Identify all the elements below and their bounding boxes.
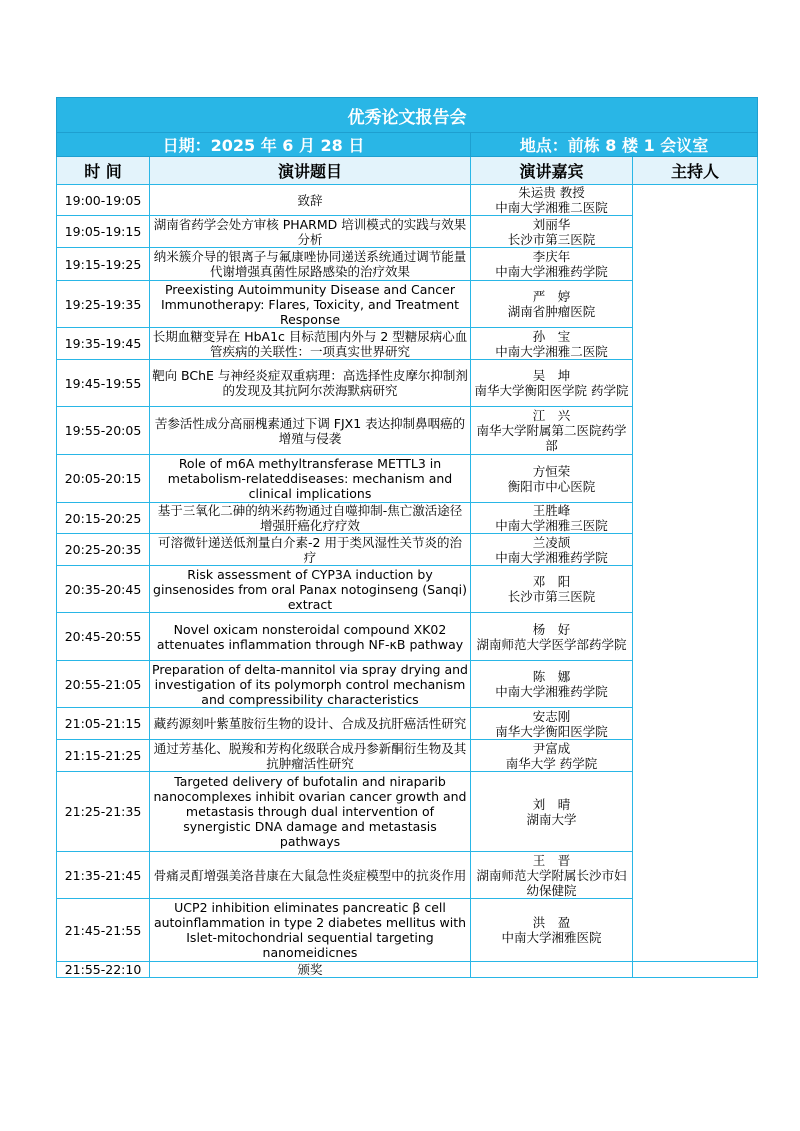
speaker-name: 安志刚	[532, 708, 571, 724]
topic-cell: 基于三氧化二砷的纳米药物通过自噬抑制-焦亡激活途径增强肝癌化疗疗效	[150, 503, 471, 534]
location-info: 地点：前栋 8 楼 1 会议室	[471, 133, 758, 157]
time-cell: 21:45-21:55	[57, 899, 150, 962]
speaker-name: 孙 宝	[532, 328, 571, 344]
topic-cell: 藏药源刻叶紫堇胺衍生物的设计、合成及抗肝癌活性研究	[150, 708, 471, 740]
speaker-name: 朱运贵 教授	[518, 185, 585, 200]
time-cell: 20:55-21:05	[57, 661, 150, 708]
speaker-affiliation: 湖南省肿瘤医院	[507, 304, 596, 319]
topic-cell: 骨痛灵酊增强美洛昔康在大鼠急性炎症模型中的抗炎作用	[150, 852, 471, 899]
time-cell: 19:35-19:45	[57, 328, 150, 360]
topic-cell: Role of m6A methyltransferase METTL3 in metabolism-relateddiseases: mechanism and clinical implications	[150, 455, 471, 503]
header-row	[57, 157, 758, 185]
speaker-affiliation: 中南大学湘雅三医院	[495, 518, 608, 533]
speaker-affiliation: 南华大学 药学院	[505, 755, 598, 771]
speaker-cell	[471, 962, 633, 978]
speaker-name: 刘 晴	[532, 796, 571, 812]
time-cell: 21:35-21:45	[57, 852, 150, 899]
speaker-name: 刘丽华	[532, 216, 571, 232]
topic-cell: Preparation of delta-mannitol via spray drying and investigation of its polymorph control mechanism and compressibility characteristics	[150, 661, 471, 708]
topic-cell: 苦参活性成分高丽槐素通过下调 FJX1 表达抑制鼻咽癌的增殖与侵袭	[150, 407, 471, 455]
topic-cell: Novel oxicam nonsteroidal compound XK02 attenuates inflammation through NF-κB pathway	[150, 613, 471, 661]
topic-cell: UCP2 inhibition eliminates pancreatic β cell autoinflammation in type 2 diabetes mellitus with Islet-mitochondrial sequential targeting nanomeidicnes	[150, 899, 471, 962]
time-cell: 20:15-20:25	[57, 503, 150, 534]
speaker-cell	[471, 455, 633, 503]
speaker-cell	[471, 708, 633, 740]
schedule-title: 优秀论文报告会	[57, 98, 758, 133]
speaker-name: 方恒荣	[532, 463, 571, 479]
topic-cell: Preexisting Autoimmunity Disease and Cancer Immunotherapy: Flares, Toxicity, and Treatment Response	[150, 281, 471, 328]
speaker-cell	[471, 360, 633, 407]
speaker-affiliation: 中南大学湘雅药学院	[495, 549, 608, 565]
speaker-name: 吴 坤	[532, 368, 571, 383]
speaker-cell	[471, 534, 633, 566]
speaker-name: 尹富成	[532, 740, 571, 756]
table-row	[57, 185, 758, 216]
speaker-cell	[471, 772, 633, 852]
time-cell: 20:05-20:15	[57, 455, 150, 503]
time-cell: 19:05-19:15	[57, 216, 150, 248]
time-cell: 19:55-20:05	[57, 407, 150, 455]
topic-cell: 纳米簇介导的银离子与氟康唑协同递送系统通过调节能量代谢增强真菌性尿路感染的治疗效果	[150, 248, 471, 281]
header-speaker: 演讲嘉宾	[471, 157, 633, 185]
speaker-affiliation: 中南大学湘雅二医院	[495, 343, 608, 359]
time-cell: 19:00-19:05	[57, 185, 150, 216]
time-cell: 19:45-19:55	[57, 360, 150, 407]
topic-cell: 通过芳基化、脱羧和芳构化级联合成丹参新酮衍生物及其抗肿瘤活性研究	[150, 740, 471, 772]
host-cell-empty	[633, 962, 758, 978]
speaker-affiliation: 湖南师范大学附属长沙市妇幼保健院	[476, 867, 627, 898]
speaker-affiliation: 湖南大学	[526, 811, 577, 827]
time-cell: 21:15-21:25	[57, 740, 150, 772]
speaker-cell	[471, 328, 633, 360]
date-info: 日期：2025 年 6 月 28 日	[57, 133, 471, 157]
time-cell: 20:35-20:45	[57, 566, 150, 613]
topic-cell: 湖南省药学会处方审核 PHARMD 培训模式的实践与效果分析	[150, 216, 471, 248]
time-cell: 20:45-20:55	[57, 613, 150, 661]
topic-cell: 长期血糖变异在 HbA1c 目标范围内外与 2 型糖尿病心血管疾病的关联性：一项真实世界研究	[150, 328, 471, 360]
topic-cell: 颁奖	[150, 962, 471, 978]
header-host: 主持人	[633, 157, 758, 185]
speaker-name: 王胜峰	[532, 503, 571, 518]
topic-cell: Risk assessment of CYP3A induction by ginsenosides from oral Panax notoginseng (Sanqi) extract	[150, 566, 471, 613]
speaker-cell	[471, 613, 633, 661]
speaker-affiliation: 中南大学湘雅二医院	[495, 200, 608, 215]
schedule-table	[56, 97, 758, 978]
time-cell: 20:25-20:35	[57, 534, 150, 566]
speaker-cell	[471, 216, 633, 248]
topic-cell: 致辞	[150, 185, 471, 216]
speaker-name: 兰凌颉	[532, 534, 571, 550]
topic-cell: Targeted delivery of bufotalin and niraparib nanocomplexes inhibit ovarian cancer growth and metastasis through dual intervention of synergistic DNA damage and metastasis pathways	[150, 772, 471, 852]
time-cell: 19:25-19:35	[57, 281, 150, 328]
header-topic: 演讲题目	[150, 157, 471, 185]
table-row	[57, 962, 758, 978]
speaker-name: 江 兴	[532, 408, 571, 423]
speaker-name: 王 晋	[532, 852, 571, 868]
speaker-cell	[471, 407, 633, 455]
speaker-name: 李庆年	[532, 249, 571, 264]
speaker-affiliation: 南华大学衡阳医学院 药学院	[474, 383, 629, 398]
time-cell: 21:25-21:35	[57, 772, 150, 852]
speaker-cell	[471, 899, 633, 962]
time-cell: 19:15-19:25	[57, 248, 150, 281]
speaker-affiliation: 湖南师范大学医学部药学院	[476, 636, 627, 652]
schedule-rows	[57, 185, 758, 978]
speaker-name: 杨 好	[532, 621, 571, 637]
speaker-affiliation: 中南大学湘雅药学院	[495, 264, 608, 279]
speaker-cell	[471, 281, 633, 328]
speaker-cell	[471, 248, 633, 281]
speaker-name: 严 婷	[532, 289, 571, 304]
speaker-affiliation: 中南大学湘雅医院	[501, 930, 602, 945]
topic-cell: 可溶微针递送低剂量白介素-2 用于类风湿性关节炎的治疗	[150, 534, 471, 566]
speaker-affiliation: 长沙市第三医院	[507, 231, 596, 247]
speaker-cell	[471, 185, 633, 216]
speaker-cell	[471, 661, 633, 708]
header-time: 时 间	[57, 157, 150, 185]
speaker-cell	[471, 566, 633, 613]
speaker-name: 陈 娜	[532, 669, 571, 684]
speaker-affiliation: 中南大学湘雅药学院	[495, 684, 608, 699]
speaker-cell	[471, 740, 633, 772]
speaker-cell	[471, 852, 633, 899]
speaker-cell	[471, 503, 633, 534]
speaker-name: 洪 盈	[532, 915, 571, 930]
speaker-affiliation: 南华大学衡阳医学院	[495, 723, 608, 739]
speaker-affiliation: 南华大学附属第二医院药学部	[476, 423, 627, 453]
time-cell: 21:55-22:10	[57, 962, 150, 978]
time-cell: 21:05-21:15	[57, 708, 150, 740]
host-cell	[633, 185, 758, 962]
speaker-name: 邓 阳	[532, 574, 571, 589]
topic-cell: 靶向 BChE 与神经炎症双重病理：高选择性皮摩尔抑制剂的发现及其抗阿尔茨海默病研究	[150, 360, 471, 407]
speaker-affiliation: 长沙市第三医院	[507, 589, 596, 604]
speaker-affiliation: 衡阳市中心医院	[507, 478, 596, 494]
